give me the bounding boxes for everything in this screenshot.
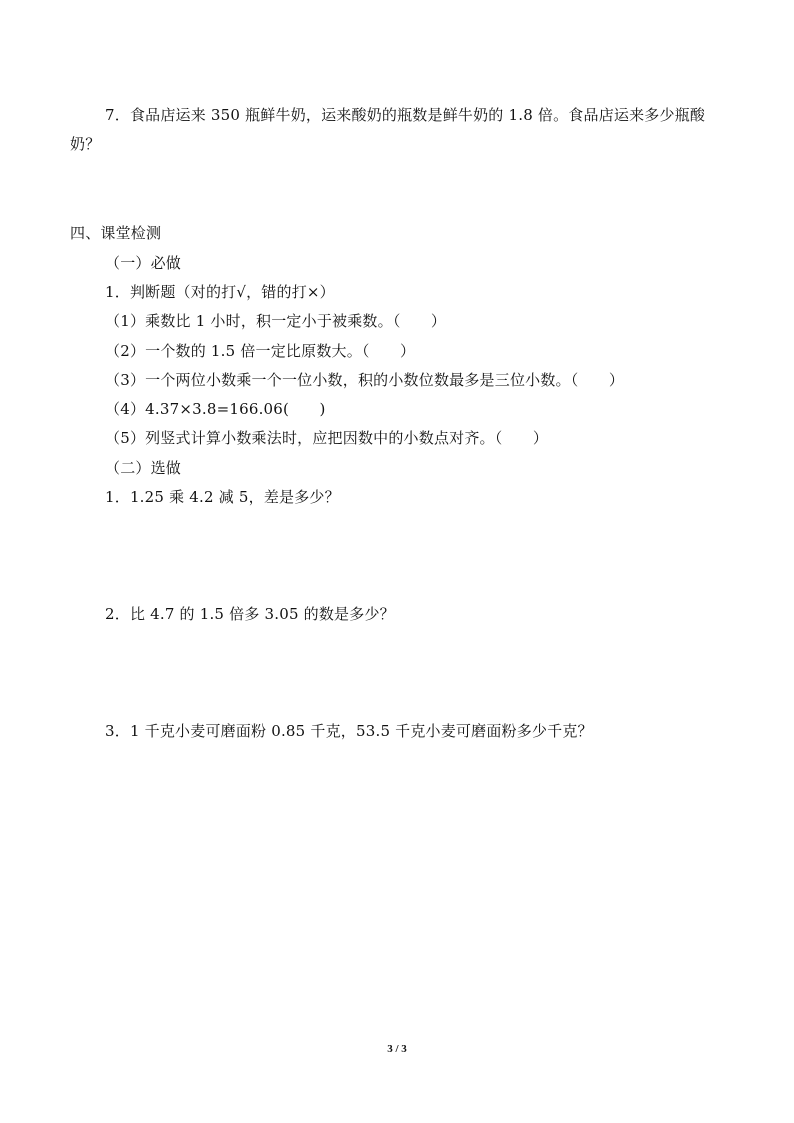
true-false-item-4: （4）4.37×3.8=166.06( ) [105, 400, 326, 418]
true-false-heading: 1．判断题（对的打√，错的打×） [105, 283, 335, 301]
required-heading: （一）必做 [105, 254, 182, 272]
question-7-line-2: 奶？ [70, 135, 101, 153]
section-4-title: 四、课堂检测 [70, 224, 162, 242]
optional-question-3: 3．1 千克小麦可磨面粉 0.85 千克，53.5 千克小麦可磨面粉多少千克？ [105, 722, 593, 740]
optional-heading: （二）选做 [105, 459, 182, 477]
true-false-item-1: （1）乘数比 1 小时，积一定小于被乘数。（ ） [105, 312, 447, 330]
true-false-item-2: （2）一个数的 1.5 倍一定比原数大。（ ） [105, 342, 416, 360]
optional-question-1: 1．1.25 乘 4.2 减 5，差是多少？ [105, 488, 340, 506]
optional-question-2: 2．比 4.7 的 1.5 倍多 3.05 的数是多少？ [105, 605, 395, 623]
true-false-item-3: （3）一个两位小数乘一个一位小数，积的小数位数最多是三位小数。（ ） [105, 371, 625, 389]
question-7-line-1: 7．食品店运来 350 瓶鲜牛奶，运来酸奶的瓶数是鲜牛奶的 1.8 倍。食品店运来多少瓶酸 [105, 106, 706, 124]
true-false-item-5: （5）列竖式计算小数乘法时，应把因数中的小数点对齐。（ ） [105, 429, 549, 447]
page-number: 3 / 3 [387, 1043, 407, 1055]
